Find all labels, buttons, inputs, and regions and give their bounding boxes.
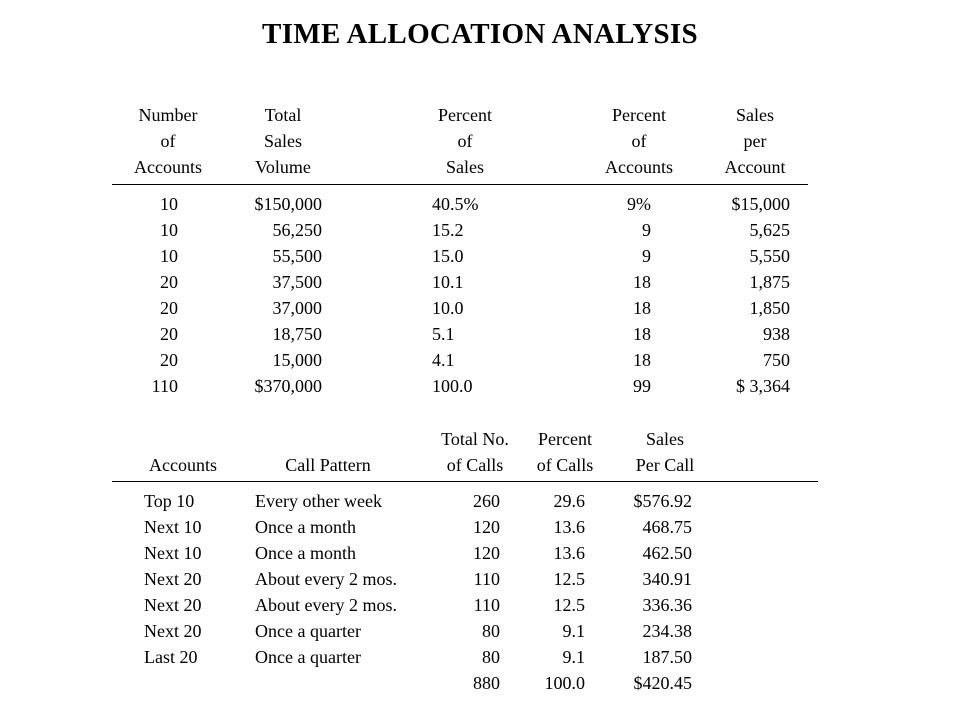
t1-cell-pct-sales: 10.1	[432, 272, 464, 292]
t2-header-pct-calls	[515, 426, 615, 478]
t1-header-line: of	[160, 131, 176, 151]
t1-cell-sales-per: 5,550	[749, 246, 790, 266]
t2-cell-per-call: 234.38	[642, 621, 692, 641]
t1-cell-volume: 18,750	[272, 324, 322, 344]
t2-cell-total-calls: 120	[473, 517, 500, 537]
t1-cell-pct-accounts: 18	[633, 350, 651, 370]
t1-header-line: Accounts	[605, 157, 673, 177]
t2-cell-total-calls: 110	[473, 595, 500, 615]
t2-cell-accounts: Last 20	[144, 647, 198, 667]
t2-cell-accounts: Next 20	[144, 621, 202, 641]
t1-cell-accounts: 10	[160, 194, 178, 214]
t1-cell-sales-per: 5,625	[749, 220, 790, 240]
t1-cell-pct-sales: 100.0	[432, 376, 473, 396]
t1-cell-accounts: 110	[151, 376, 178, 396]
t2-cell-per-call: 462.50	[642, 543, 692, 563]
t1-cell-volume: $370,000	[254, 376, 322, 396]
table-row	[0, 295, 960, 321]
t2-cell-accounts: Top 10	[144, 491, 195, 511]
t1-body	[0, 191, 960, 399]
t2-cell-pattern: Once a month	[255, 517, 356, 537]
t1-cell-pct-sales: 10.0	[432, 298, 464, 318]
table-row	[0, 191, 960, 217]
table-row	[0, 566, 960, 592]
t2-cell-pattern: Once a month	[255, 543, 356, 563]
t2-cell-pattern: Once a quarter	[255, 647, 361, 667]
t2-body	[0, 488, 960, 696]
table-row	[0, 373, 960, 399]
t2-cell-per-call: $420.45	[633, 673, 692, 693]
t2-header-line: of Calls	[536, 455, 594, 475]
table-row	[0, 592, 960, 618]
t2-header-line: Percent	[538, 429, 592, 449]
t1-header-line: Percent	[612, 105, 666, 125]
t1-cell-pct-accounts: 18	[633, 298, 651, 318]
t1-header-line: Sales	[264, 131, 302, 151]
t1-header-line: Volume	[255, 157, 311, 177]
t2-header-line: Accounts	[149, 455, 217, 475]
t1-header-line: Percent	[438, 105, 492, 125]
t1-cell-accounts: 20	[160, 324, 178, 344]
page-title: TIME ALLOCATION ANALYSIS	[262, 18, 698, 50]
t2-cell-pct-calls: 29.6	[553, 491, 585, 511]
t2-cell-pattern: About every 2 mos.	[255, 569, 397, 589]
table-row	[0, 347, 960, 373]
t1-cell-pct-accounts: 9%	[627, 194, 651, 214]
t2-header-line: Sales	[646, 429, 684, 449]
t1-cell-pct-sales: 5.1	[432, 324, 455, 344]
t1-cell-pct-accounts: 18	[633, 272, 651, 292]
t1-cell-sales-per: $15,000	[731, 194, 790, 214]
t2-header-line: Call Pattern	[285, 455, 371, 475]
table-row	[0, 321, 960, 347]
t1-header-line: Account	[724, 157, 786, 177]
t1-header-line: per	[743, 131, 767, 151]
t1-cell-sales-per: 1,850	[749, 298, 790, 318]
t1-cell-pct-sales: 4.1	[432, 350, 455, 370]
t1-cell-volume: 56,250	[272, 220, 322, 240]
t1-cell-volume: 37,500	[272, 272, 322, 292]
t1-cell-volume: 15,000	[272, 350, 322, 370]
t2-cell-per-call: $576.92	[633, 491, 692, 511]
t2-cell-pattern: About every 2 mos.	[255, 595, 397, 615]
t2-cell-total-calls: 80	[482, 647, 500, 667]
table-row	[0, 243, 960, 269]
t2-cell-pct-calls: 12.5	[553, 595, 585, 615]
t2-cell-pct-calls: 12.5	[553, 569, 585, 589]
t2-header-call-pattern	[258, 426, 398, 478]
t1-header-line: Sales	[736, 105, 774, 125]
t1-cell-volume: $150,000	[254, 194, 322, 214]
t1-cell-accounts: 20	[160, 298, 178, 318]
t1-header-line: Accounts	[134, 157, 202, 177]
t2-header-line: Total No.	[441, 429, 509, 449]
t2-cell-pct-calls: 9.1	[562, 647, 585, 667]
table-row	[0, 540, 960, 566]
t1-header-pct-sales	[415, 102, 515, 180]
table-row	[0, 269, 960, 295]
t1-cell-pct-accounts: 9	[642, 246, 651, 266]
t2-cell-pct-calls: 13.6	[553, 543, 585, 563]
table-row	[0, 644, 960, 670]
t1-cell-pct-accounts: 99	[633, 376, 651, 396]
t1-cell-sales-per: 750	[763, 350, 790, 370]
t2-cell-accounts: Next 10	[144, 543, 202, 563]
table-row	[0, 217, 960, 243]
t1-header-pct-accounts	[584, 102, 694, 180]
t1-header-line: of	[457, 131, 473, 151]
t1-header-rule	[112, 184, 808, 185]
t1-cell-sales-per: $ 3,364	[736, 376, 790, 396]
t1-cell-volume: 55,500	[272, 246, 322, 266]
t1-cell-volume: 37,000	[272, 298, 322, 318]
t2-cell-total-calls: 80	[482, 621, 500, 641]
t2-cell-pct-calls: 13.6	[553, 517, 585, 537]
t1-cell-accounts: 20	[160, 350, 178, 370]
t2-cell-pct-calls: 9.1	[562, 621, 585, 641]
t2-header-line	[128, 426, 238, 452]
table-row	[0, 514, 960, 540]
t1-cell-pct-sales: 40.5%	[432, 194, 479, 214]
t1-cell-pct-sales: 15.0	[432, 246, 464, 266]
t2-header-line: Per Call	[635, 455, 695, 475]
t1-header-line: Total	[264, 105, 302, 125]
table-row	[0, 488, 960, 514]
t2-header-line: of Calls	[446, 455, 504, 475]
t2-cell-total-calls: 120	[473, 543, 500, 563]
t1-cell-sales-per: 1,875	[749, 272, 790, 292]
t1-header-line: Sales	[446, 157, 484, 177]
t1-header-line: Number	[138, 105, 198, 125]
t1-cell-pct-sales: 15.2	[432, 220, 464, 240]
t2-header-accounts	[128, 426, 238, 478]
t2-cell-accounts: Next 20	[144, 595, 202, 615]
t2-header-sales-per-call	[610, 426, 720, 478]
t2-header-rule	[112, 481, 818, 482]
t2-cell-pct-calls: 100.0	[544, 673, 585, 693]
t1-cell-pct-accounts: 9	[642, 220, 651, 240]
t1-cell-accounts: 10	[160, 220, 178, 240]
t2-cell-total-calls: 260	[473, 491, 500, 511]
t1-header-accounts	[118, 102, 218, 180]
t2-cell-per-call: 468.75	[642, 517, 692, 537]
t1-header-sales-per-account	[700, 102, 810, 180]
t1-cell-pct-accounts: 18	[633, 324, 651, 344]
t2-cell-per-call: 187.50	[642, 647, 692, 667]
t2-cell-per-call: 340.91	[642, 569, 692, 589]
t1-header-volume	[233, 102, 333, 180]
t2-header-total-calls	[425, 426, 525, 478]
t2-header-line	[258, 426, 398, 452]
t2-cell-total-calls: 110	[473, 569, 500, 589]
t1-header-line: of	[631, 131, 647, 151]
t2-cell-total-calls: 880	[473, 673, 500, 693]
t2-cell-pattern: Once a quarter	[255, 621, 361, 641]
t1-cell-sales-per: 938	[763, 324, 790, 344]
t2-cell-accounts: Next 20	[144, 569, 202, 589]
t1-cell-accounts: 10	[160, 246, 178, 266]
table-row	[0, 618, 960, 644]
t1-cell-accounts: 20	[160, 272, 178, 292]
t2-cell-pattern: Every other week	[255, 491, 382, 511]
table-row	[0, 670, 960, 696]
t2-cell-per-call: 336.36	[642, 595, 692, 615]
t2-cell-accounts: Next 10	[144, 517, 202, 537]
